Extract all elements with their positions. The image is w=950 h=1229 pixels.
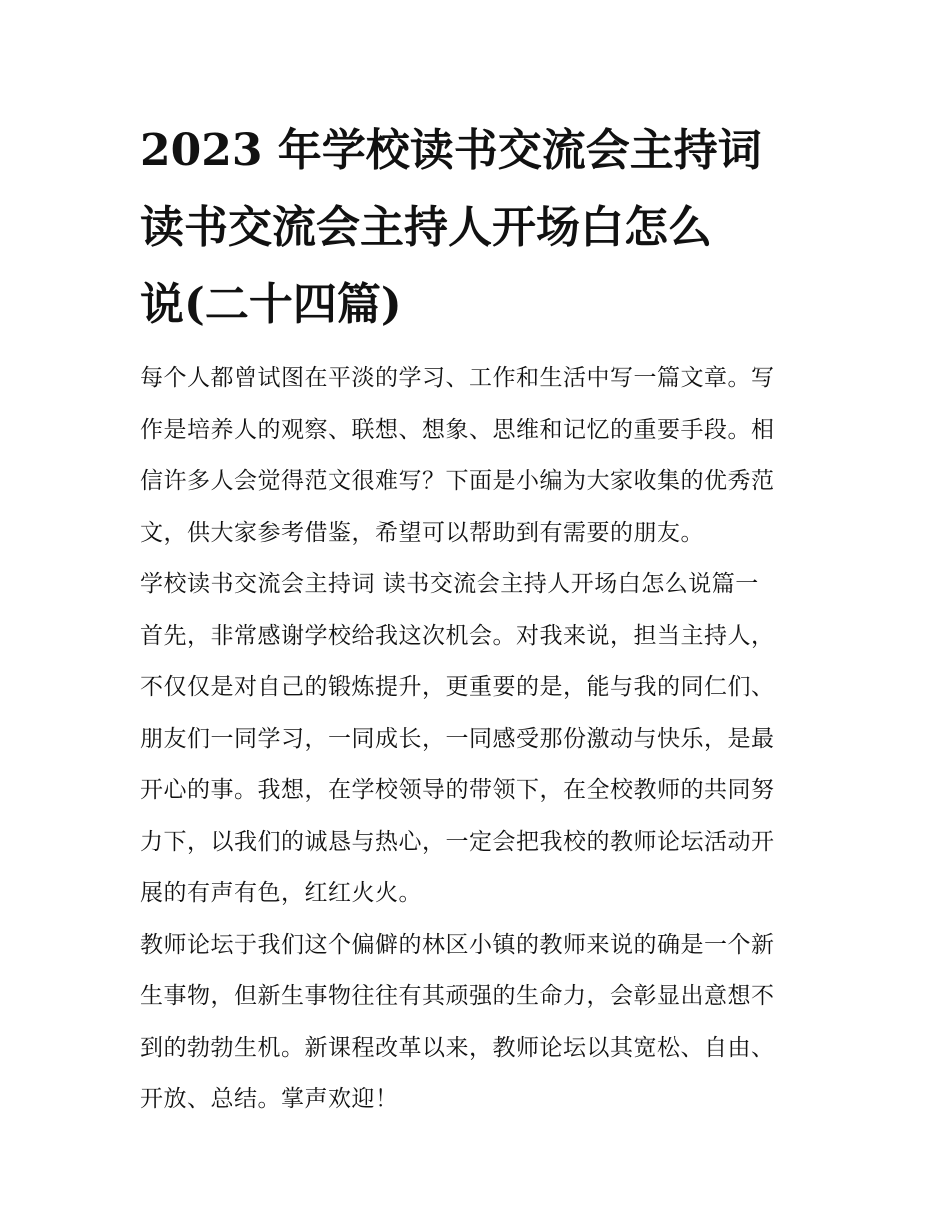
document-body <box>140 353 820 1126</box>
text-line: 文，供大家参考借鉴，希望可以帮助到有需要的朋友。 <box>140 519 704 546</box>
title-line: 2023 年学校读书交流会主持词 <box>140 125 762 176</box>
text-line: 作是培养人的观察、联想、想象、思维和记忆的重要手段。相 <box>140 416 775 443</box>
body-paragraph <box>140 611 820 920</box>
text-line: 不仅仅是对自己的锻炼提升，更重要的是，能与我的同仁们、 <box>140 674 775 700</box>
text-line: 开放、总结。掌声欢迎！ <box>140 1086 399 1112</box>
text-line: 首先，非常感谢学校给我这次机会。对我来说，担当主持人， <box>140 622 775 649</box>
text-line: 生事物，但新生事物往往有其顽强的生命力，会彰显出意想不 <box>140 983 775 1009</box>
section-heading <box>140 559 820 611</box>
text-line: 朋友们一同学习，一同成长，一同感受那份激动与快乐，是最 <box>140 725 775 752</box>
text-line: 信许多人会觉得范文很难写？下面是小编为大家收集的优秀范 <box>140 468 775 494</box>
title-line: 读书交流会主持人开场白怎么 <box>140 202 712 253</box>
intro-paragraph <box>140 353 820 559</box>
text-line: 力下，以我们的诚恳与热心，一定会把我校的教师论坛活动开 <box>140 828 775 855</box>
text-line: 开心的事。我想，在学校领导的带领下，在全校教师的共同努 <box>140 777 775 803</box>
document-title <box>140 112 820 343</box>
text-line: 到的勃勃生机。新课程改革以来，教师论坛以其宽松、自由、 <box>140 1034 775 1061</box>
title-line: 说(二十四篇) <box>140 279 402 330</box>
text-line: 展的有声有色，红红火火。 <box>140 880 422 906</box>
text-line: 教师论坛于我们这个偏僻的林区小镇的教师来说的确是一个新 <box>140 931 775 958</box>
body-paragraph <box>140 920 820 1126</box>
text-line: 每个人都曾试图在平淡的学习、工作和生活中写一篇文章。写 <box>140 365 775 391</box>
text-line: 学校读书交流会主持词 读书交流会主持人开场白怎么说篇一 <box>140 571 759 597</box>
